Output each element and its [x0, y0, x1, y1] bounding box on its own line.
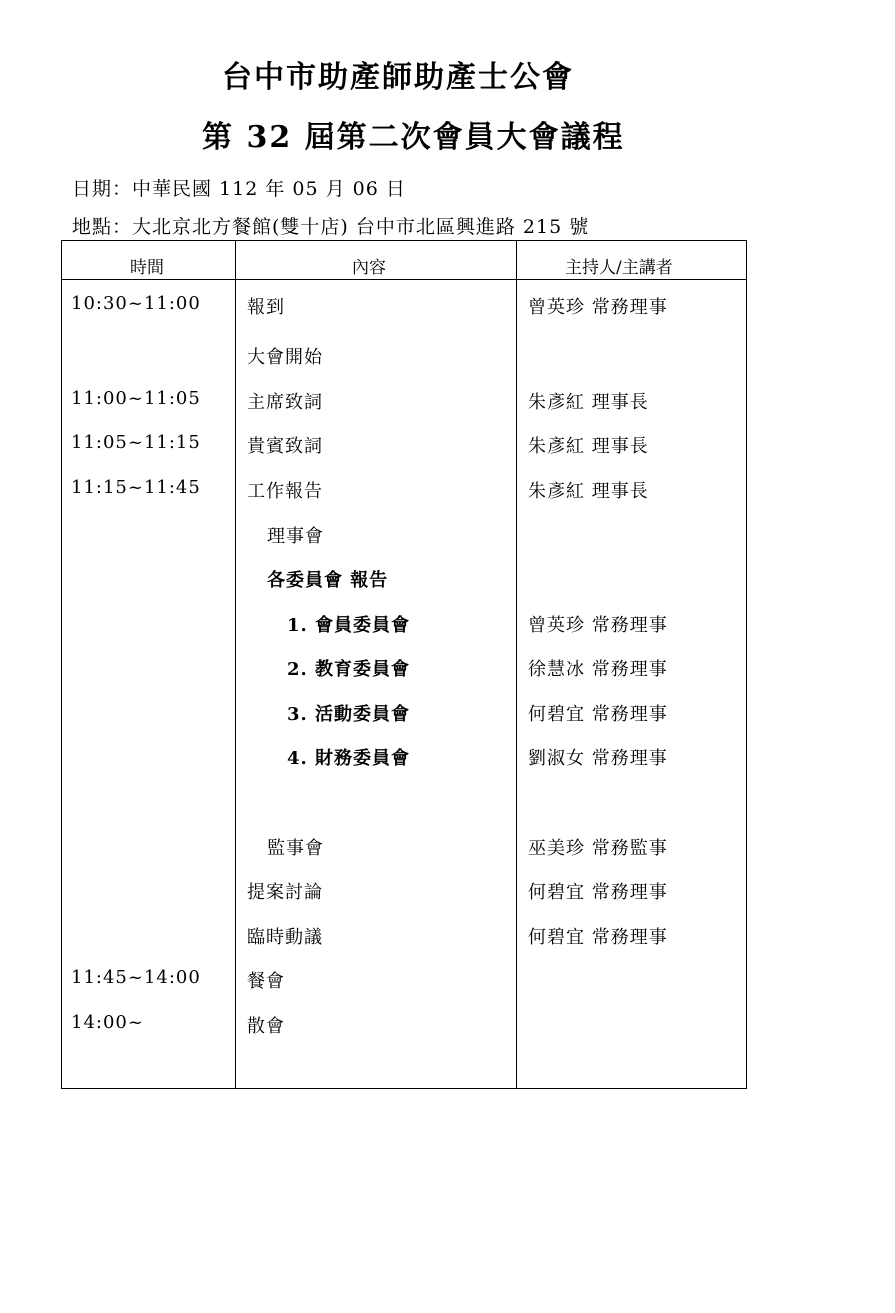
- meeting-venue: 地點：大北京北方餐館(雙十店) 台中市北區興進路 215 號: [72, 216, 590, 238]
- row-content: 散會: [247, 1016, 285, 1037]
- row-time: 11:05~11:15: [71, 432, 201, 453]
- row-host: 徐慧冰 常務理事: [528, 659, 668, 680]
- document-title: 台中市助產師助產士公會: [222, 60, 574, 95]
- row-content: 臨時動議: [247, 927, 323, 948]
- row-time: 10:30~11:00: [71, 293, 201, 314]
- column-divider: [235, 241, 236, 1088]
- row-host: 朱彥紅 理事長: [528, 392, 649, 413]
- row-time: 11:15~11:45: [71, 477, 201, 498]
- header-time: 時間: [130, 258, 164, 278]
- meeting-date: 日期：中華民國 112 年 05 月 06 日: [72, 178, 406, 200]
- column-divider: [516, 241, 517, 1088]
- row-host: 劉淑女 常務理事: [528, 748, 668, 769]
- row-time: 11:00~11:05: [71, 388, 201, 409]
- row-content: 各委員會 報告: [267, 570, 389, 591]
- row-host: 何碧宜 常務理事: [528, 882, 668, 903]
- row-content: 2. 教育委員會: [287, 659, 411, 680]
- row-host: 巫美珍 常務監事: [528, 838, 668, 859]
- row-content: 貴賓致詞: [247, 436, 323, 457]
- row-host: 朱彥紅 理事長: [528, 436, 649, 457]
- row-content: 報到: [247, 297, 285, 318]
- row-host: 曾英珍 常務理事: [528, 297, 668, 318]
- row-content: 大會開始: [247, 347, 323, 368]
- row-host: 曾英珍 常務理事: [528, 615, 668, 636]
- row-content: 提案討論: [247, 882, 323, 903]
- row-host: 何碧宜 常務理事: [528, 927, 668, 948]
- row-content: 主席致詞: [247, 392, 323, 413]
- header-host: 主持人/主講者: [565, 258, 673, 278]
- row-content: 1. 會員委員會: [287, 615, 411, 636]
- row-content: 3. 活動委員會: [287, 704, 411, 725]
- row-host: 何碧宜 常務理事: [528, 704, 668, 725]
- header-content: 內容: [352, 258, 386, 278]
- row-content: 4. 財務委員會: [287, 748, 411, 769]
- row-content: 餐會: [247, 971, 285, 992]
- row-time: 14:00~: [71, 1012, 144, 1033]
- row-host: 朱彥紅 理事長: [528, 481, 649, 502]
- agenda-table: [61, 240, 747, 1089]
- header-divider: [62, 279, 746, 280]
- document-subtitle: 第 32 屆第二次會員大會議程: [202, 120, 625, 155]
- row-time: 11:45~14:00: [71, 967, 201, 988]
- row-content: 工作報告: [247, 481, 323, 502]
- row-content: 監事會: [267, 838, 324, 859]
- row-content: 理事會: [267, 526, 324, 547]
